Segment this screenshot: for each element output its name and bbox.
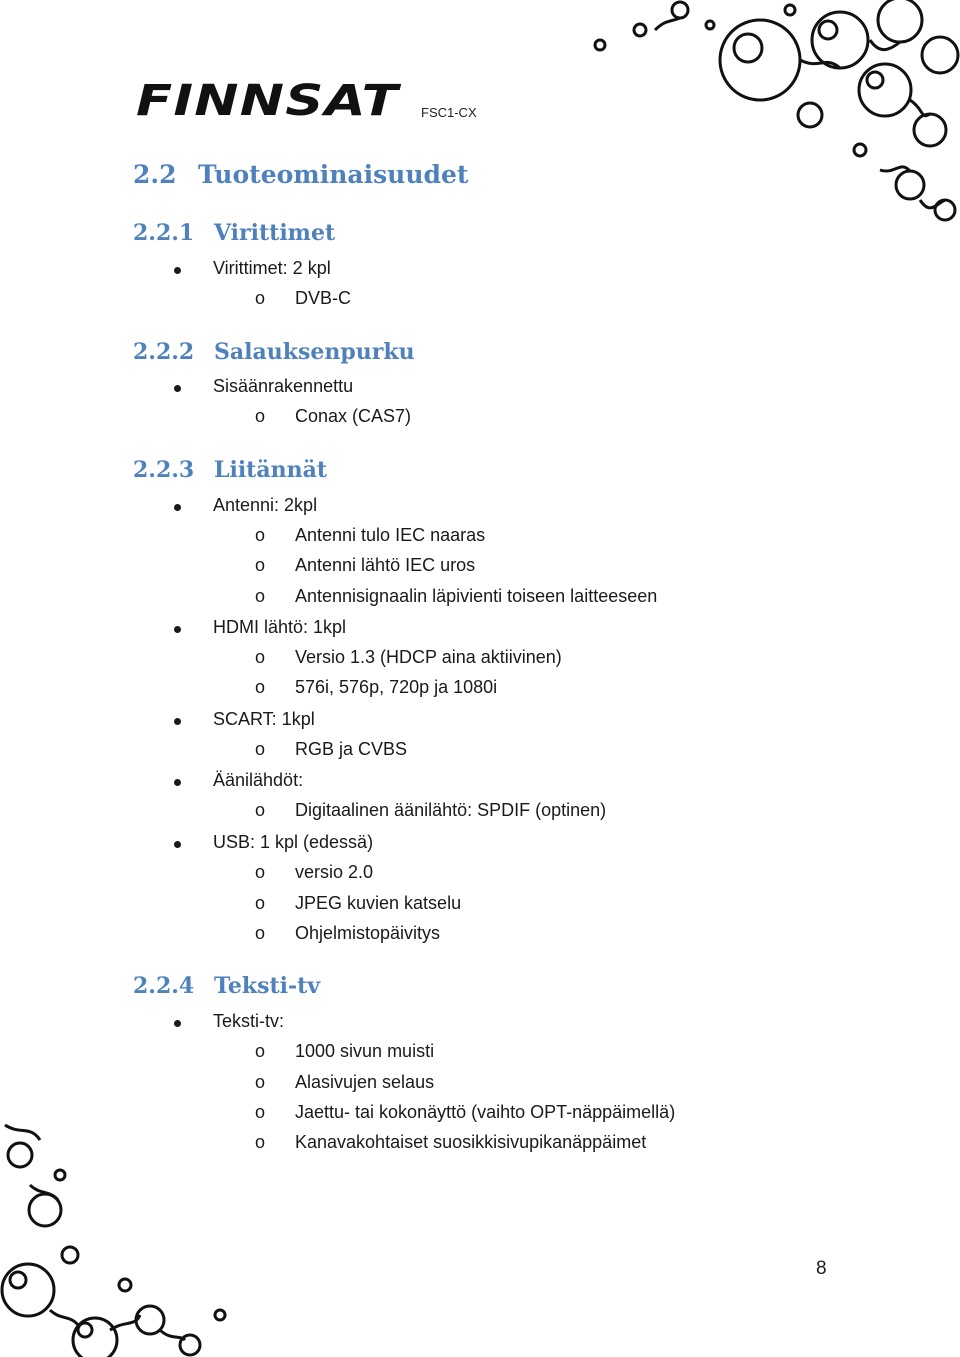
list-item: Antenni: 2kpl [213, 495, 318, 515]
subsection-number: 2.2.3 [133, 457, 195, 483]
subsection-heading-liitannat [133, 457, 327, 483]
sub-list-item: o versio 2.0 [295, 862, 373, 883]
list-item: Sisäänrakennettu [213, 376, 354, 396]
sub-list-item: o Antennisignaalin läpivienti toiseen laitteeseen [295, 586, 657, 607]
sub-list-item: o Kanavakohtaiset suosikkisivupikanäppäimet [295, 1132, 646, 1153]
list-item: Äänilähdöt: [213, 770, 304, 790]
section-number: 2.2 [133, 160, 177, 189]
subsection-heading-teksti-tv [133, 973, 320, 999]
sub-list-item: o Jaettu- tai kokonäyttö (vaihto OPT-näppäimellä) [295, 1102, 675, 1123]
subsection-title: Salauksenpurku [214, 339, 415, 365]
sub-list-item: o 1000 sivun muisti [295, 1041, 434, 1062]
list-item: HDMI lähtö: 1kpl [213, 617, 347, 637]
subsection-number: 2.2.4 [133, 973, 195, 999]
subsection-number: 2.2.2 [133, 339, 195, 365]
subsection-title: Liitännät [214, 457, 328, 483]
sub-list-item: o Alasivujen selaus [295, 1072, 434, 1093]
sub-list-item: o Digitaalinen äänilähtö: SPDIF (optinen) [295, 800, 606, 821]
section-title: Tuoteominaisuudet [198, 160, 469, 189]
sub-list-item: o 576i, 576p, 720p ja 1080i [295, 677, 497, 698]
bubble-decoration-icon [580, 0, 960, 240]
sub-list-item: o Antenni lähtö IEC uros [295, 555, 475, 576]
section-heading [133, 160, 468, 189]
sub-list-item: o DVB-C [295, 288, 351, 309]
model-label: FSC1-CX [421, 105, 477, 120]
sub-list-item: o RGB ja CVBS [295, 739, 407, 760]
subsection-title: Virittimet [214, 220, 336, 246]
subsection-number: 2.2.1 [133, 220, 195, 246]
sub-list-item: o Ohjelmistopäivitys [295, 923, 440, 944]
list-item: Virittimet: 2 kpl [213, 258, 331, 278]
list-item: SCART: 1kpl [213, 709, 315, 729]
brand-logo: FINNSAT [136, 76, 399, 126]
list-item: USB: 1 kpl (edessä) [213, 832, 374, 852]
subsection-heading-salauksenpurku [133, 339, 415, 365]
bubble-decoration-icon [0, 1115, 235, 1357]
sub-list-item: o JPEG kuvien katselu [295, 893, 461, 914]
sub-list-item: o Conax (CAS7) [295, 406, 411, 427]
list-item: Teksti-tv: [213, 1011, 285, 1031]
sub-list-item: o Antenni tulo IEC naaras [295, 525, 485, 546]
subsection-title: Teksti-tv [214, 973, 321, 999]
page-number: 8 [816, 1258, 827, 1279]
sub-list-item: o Versio 1.3 (HDCP aina aktiivinen) [295, 647, 562, 668]
subsection-heading-virittimet [133, 220, 335, 246]
